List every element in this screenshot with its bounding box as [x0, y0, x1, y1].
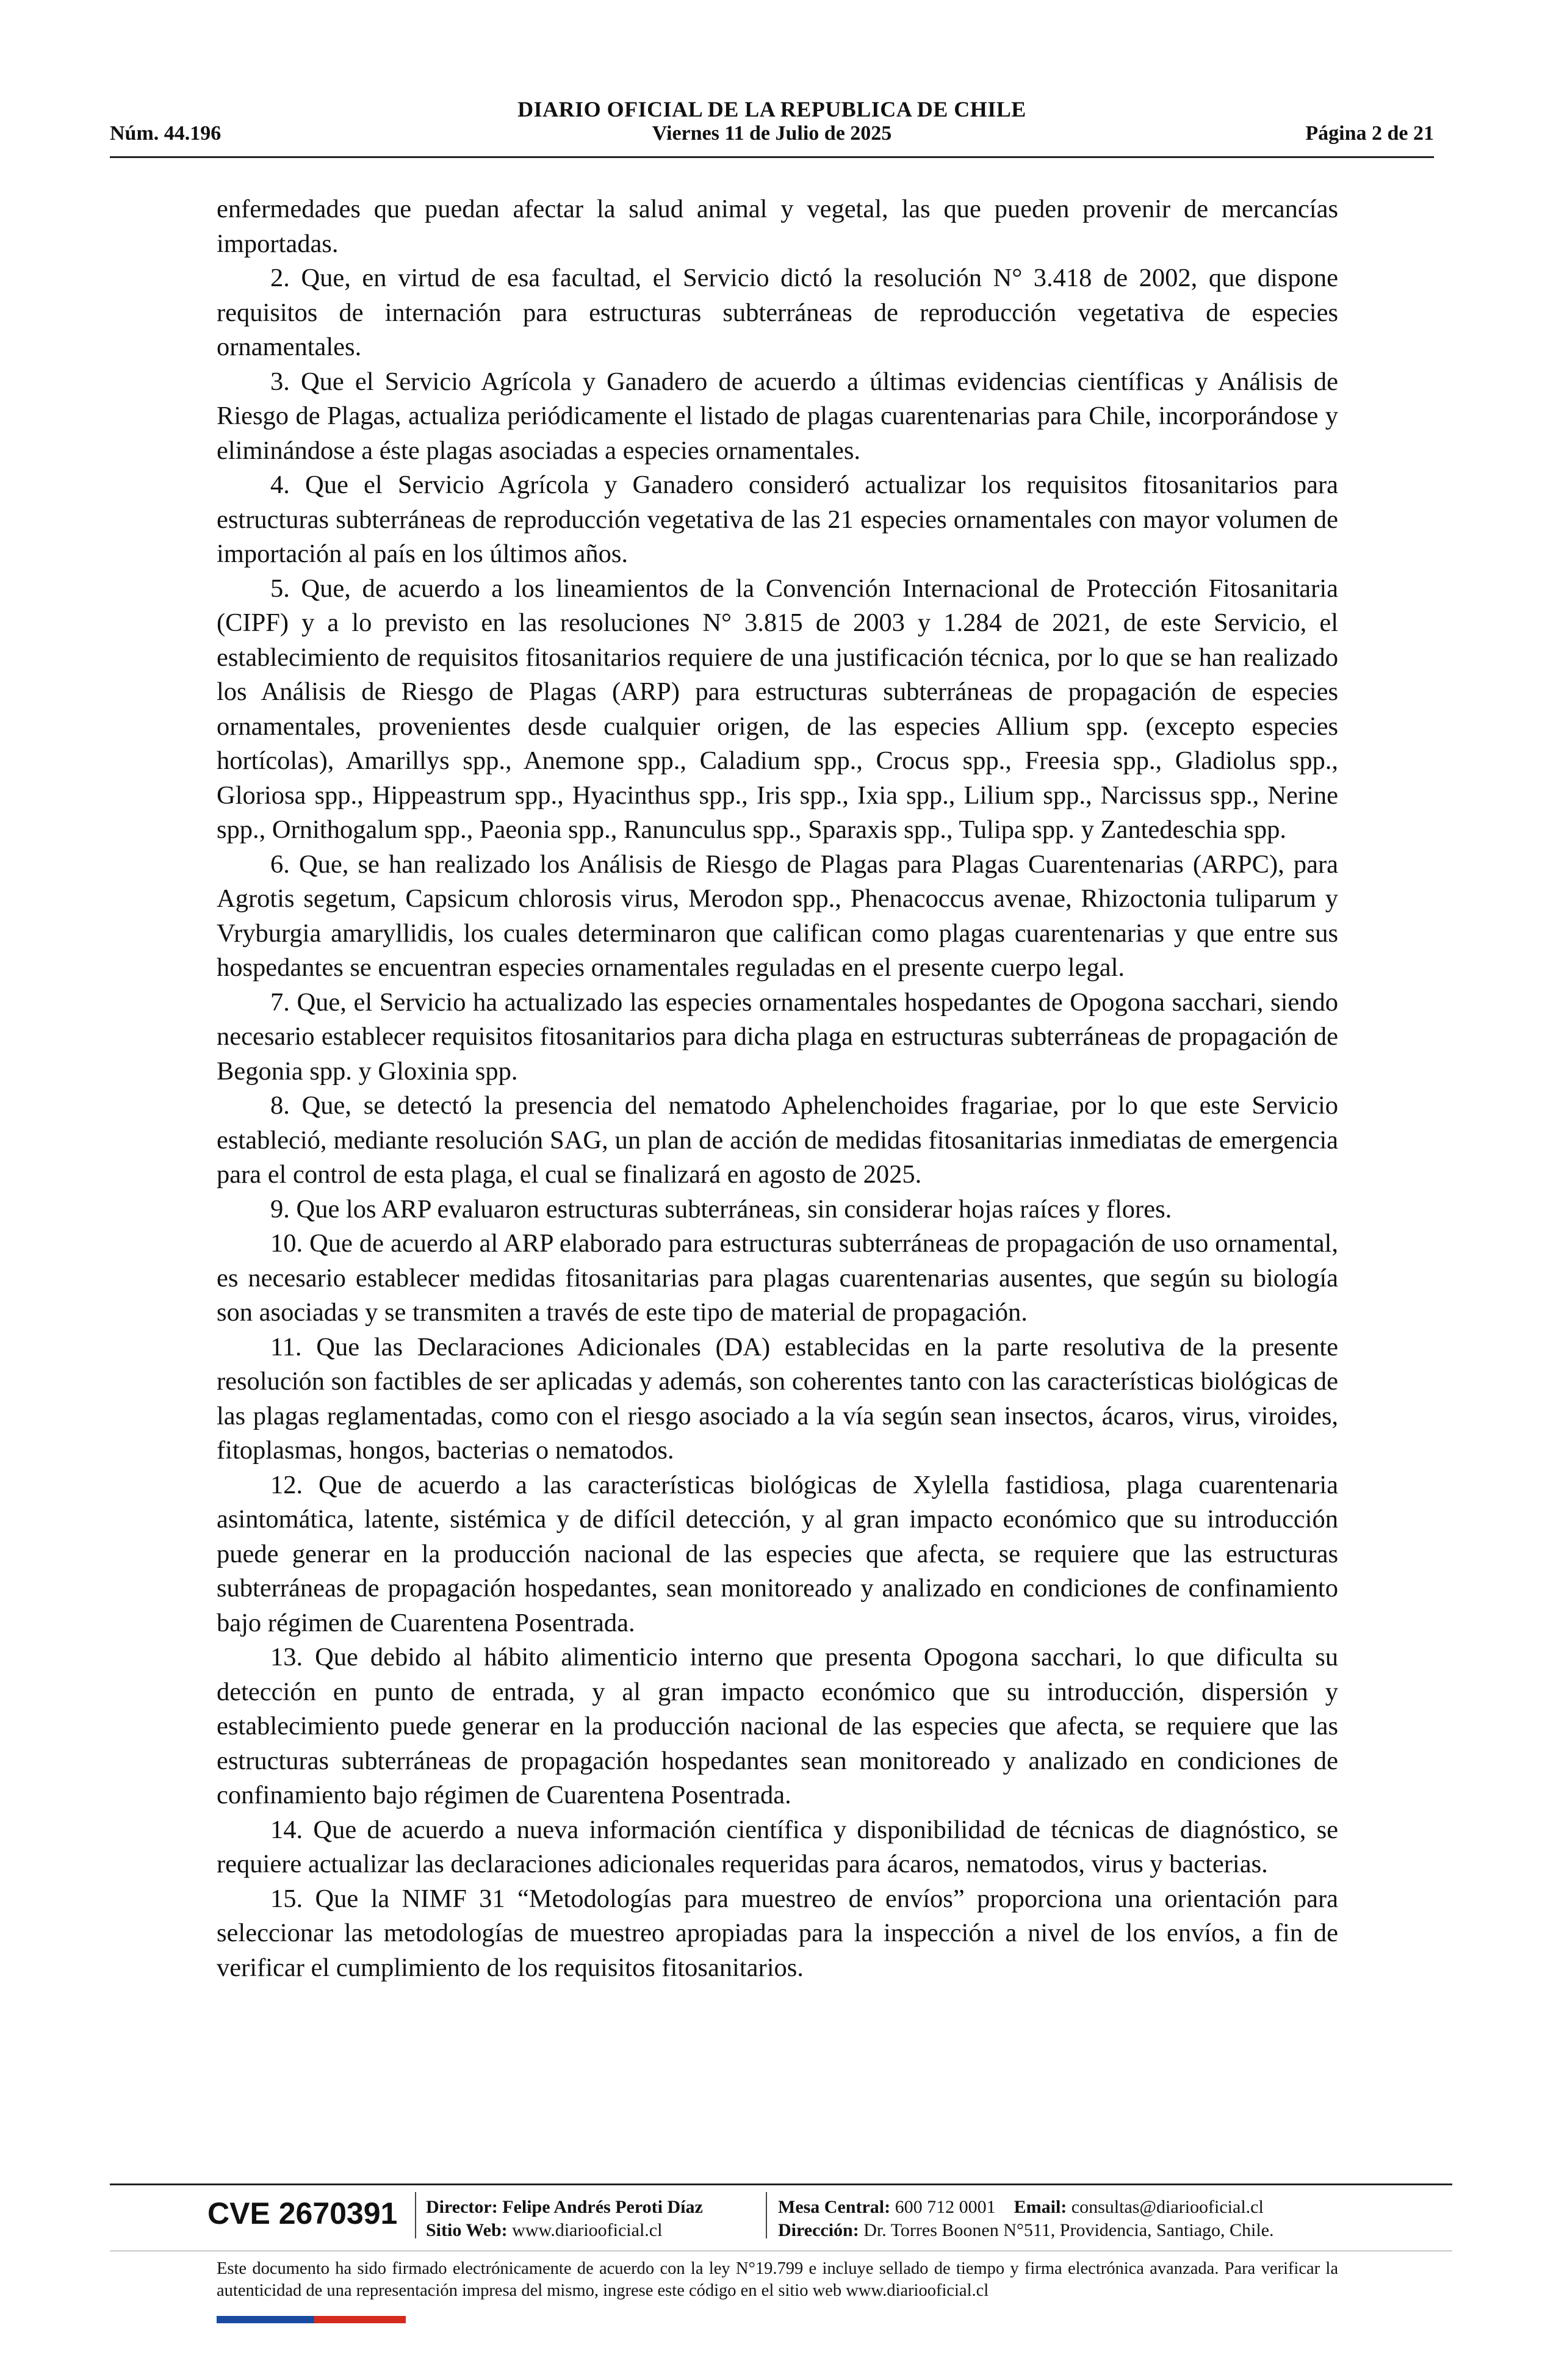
publication-title: DIARIO OFICIAL DE LA REPUBLICA DE CHILE [517, 97, 1026, 121]
director-label: Director: [426, 2197, 498, 2217]
email-label: Email: [1014, 2197, 1067, 2217]
footer-contact-block [778, 2196, 1274, 2242]
address-text: Dr. Torres Boonen N°511, Providencia, Santiago, Chile. [863, 2220, 1274, 2240]
phone-number: 600 712 0001 [895, 2197, 996, 2217]
footer-separator [415, 2192, 416, 2238]
address-label: Dirección: [778, 2220, 859, 2240]
footer-divider [110, 2183, 1452, 2185]
flag-stripe-blue [217, 2316, 314, 2323]
footer-separator [766, 2192, 767, 2238]
paragraph: 2. Que, en virtud de esa facultad, el Servicio dictó la resolución N° 3.418 de 2002, que dispone requisitos de internación para estructuras subterráneas de reproducción vegetativa de especies ornamentales. [217, 264, 1338, 361]
page-header [110, 92, 1434, 159]
paragraph: 4. Que el Servicio Agrícola y Ganadero consideró actualizar los requisitos fitosanitarios para estructuras subterráneas de reproducción vegetativa de las 21 especies ornamentales con mayor volumen de importación al país en los últimos años. [217, 471, 1338, 568]
paragraph: 15. Que la NIMF 31 “Metodologías para muestreo de envíos” proporciona una orientación para seleccionar las metodologías de muestreo apropiadas para la inspección a nivel de los envíos, a fin de verificar el cumplimiento de los requisitos fitosanitarios. [217, 1884, 1338, 1982]
paragraph: 10. Que de acuerdo al ARP elaborado para estructuras subterráneas de propagación de uso ornamental, es necesario establecer medidas fitosanitarias para plagas cuarentenarias ausentes, que según su biología son asociadas y se transmiten a través de este tipo de material de propagación. [217, 1229, 1338, 1327]
paragraph: enfermedades que puedan afectar la salud animal y vegetal, las que pueden provenir de mercancías importadas. [217, 195, 1338, 258]
email-link[interactable]: consultas@diariooficial.cl [1071, 2197, 1264, 2217]
signature-notice: Este documento ha sido firmado electrónicamente de acuerdo con la ley N°19.799 e incluye sellado de tiempo y firma electrónica avanzada. Para verificar la autenticidad de una representación impresa del mismo, ingrese este código en el sitio web www.diariooficial.cl [217, 2259, 1338, 2300]
paragraph: 14. Que de acuerdo a nueva información científica y disponibilidad de técnicas de diagnóstico, se requiere actualizar las declaraciones adicionales requeridas para ácaros, nematodos, virus y bacterias. [217, 1815, 1338, 1878]
issue-number: Núm. 44.196 [110, 122, 222, 145]
paragraph: 6. Que, se han realizado los Análisis de Riesgo de Plagas para Plagas Cuarentenarias (ARPC), para Agrotis segetum, Capsicum chlorosis virus, Merodon spp., Phenacoccus avenae, Rhizoctonia tuliparum y Vryburgia amaryllidis, los cuales determinaron que califican como plagas cuarentenarias y que entre sus hospedantes se encuentran especies ornamentales reguladas en el presente cuerpo legal. [217, 849, 1338, 982]
website-label: Sitio Web: [426, 2220, 508, 2240]
paragraph: 7. Que, el Servicio ha actualizado las especies ornamentales hospedantes de Opogona sacchari, siendo necesario establecer requisitos fitosanitarios para dicha plaga en estructuras subterráneas de propagación de Begonia spp. y Gloxinia spp. [217, 987, 1338, 1086]
flag-stripe-red [314, 2316, 406, 2323]
director-name: Felipe Andrés Peroti Díaz [502, 2197, 703, 2217]
phone-label: Mesa Central: [778, 2197, 891, 2217]
paragraph: 5. Que, de acuerdo a los lineamientos de la Convención Internacional de Protección Fitosanitaria (CIPF) y a lo previsto en las resoluciones N° 3.815 de 2003 y 1.284 de 2021, de este Servicio, el establecimiento de requisitos fitosanitarios requiere de una justificación técnica, por lo que se han realizado los Análisis de Riesgo de Plagas (ARP) para estructuras subterráneas de propagación de especies ornamentales, provenientes desde cualquier origen, de las especies Allium spp. (excepto especies hortícolas), Amarillys spp., Anemone spp., Caladium spp., Crocus spp., Freesia spp., Gladiolus spp., Gloriosa spp., Hippeastrum spp., Hyacinthus spp., Iris spp., Ixia spp., Lilium spp., Narcissus spp., Nerine spp., Ornithogalum spp., Paeonia spp., Ranunculus spp., Sparaxis spp., Tulipa spp. y Zantedeschia spp. [217, 574, 1338, 844]
website-link[interactable]: www.diariooficial.cl [512, 2220, 663, 2240]
paragraph: 3. Que el Servicio Agrícola y Ganadero de acuerdo a últimas evidencias científicas y Análisis de Riesgo de Plagas, actualiza periódicamente el listado de plagas cuarentenarias para Chile, incorporándose y eliminándose a éste plagas asociadas a especies ornamentales. [217, 367, 1338, 465]
paragraph: 11. Que las Declaraciones Adicionales (DA) establecidas en la parte resolutiva de la presente resolución son factibles de ser aplicadas y además, son coherentes tanto con las características biológicas de las plagas reglamentadas, como con el riesgo asociado a la vía según sean insectos, ácaros, virus, viroides, fitoplasmas, hongos, bacterias o nematodos. [217, 1332, 1338, 1465]
paragraph: 13. Que debido al hábito alimenticio interno que presenta Opogona sacchari, lo que dificulta su detección en punto de entrada, y al gran impacto económico que su introducción, dispersión y establecimiento puede generar en la producción nacional de las especies que afecta, se requiere que las estructuras subterráneas de propagación hospedantes sean monitoreado y analizado en condiciones de confinamiento bajo régimen de Cuarentena Posentrada. [217, 1643, 1338, 1809]
paragraph: 12. Que de acuerdo a las características biológicas de Xylella fastidiosa, plaga cuarentenaria asintomática, latente, sistémica y de difícil detección, y al gran impacto económico que su introducción puede generar en la producción nacional de las especies que afecta, se requiere que las estructuras subterráneas de propagación hospedantes, sean monitoreado y analizado en condiciones de confinamiento bajo régimen de Cuarentena Posentrada. [217, 1470, 1338, 1637]
issue-date: Viernes 11 de Julio de 2025 [652, 122, 892, 145]
paragraph: 8. Que, se detectó la presencia del nematodo Aphelenchoides fragariae, por lo que este Servicio estableció, mediante resolución SAG, un plan de acción de medidas fitosanitarias inmediatas de emergencia para el control de esta plaga, el cual se finalizará en agosto de 2025. [217, 1091, 1338, 1189]
document-body [217, 192, 1338, 1985]
paragraph: 9. Que los ARP evaluaron estructuras subterráneas, sin considerar hojas raíces y flores. [270, 1194, 1172, 1224]
header-divider [110, 156, 1434, 158]
cve-code: CVE 2670391 [207, 2196, 398, 2230]
footer-director-block [426, 2196, 703, 2242]
page-indicator: Página 2 de 21 [1305, 122, 1434, 145]
